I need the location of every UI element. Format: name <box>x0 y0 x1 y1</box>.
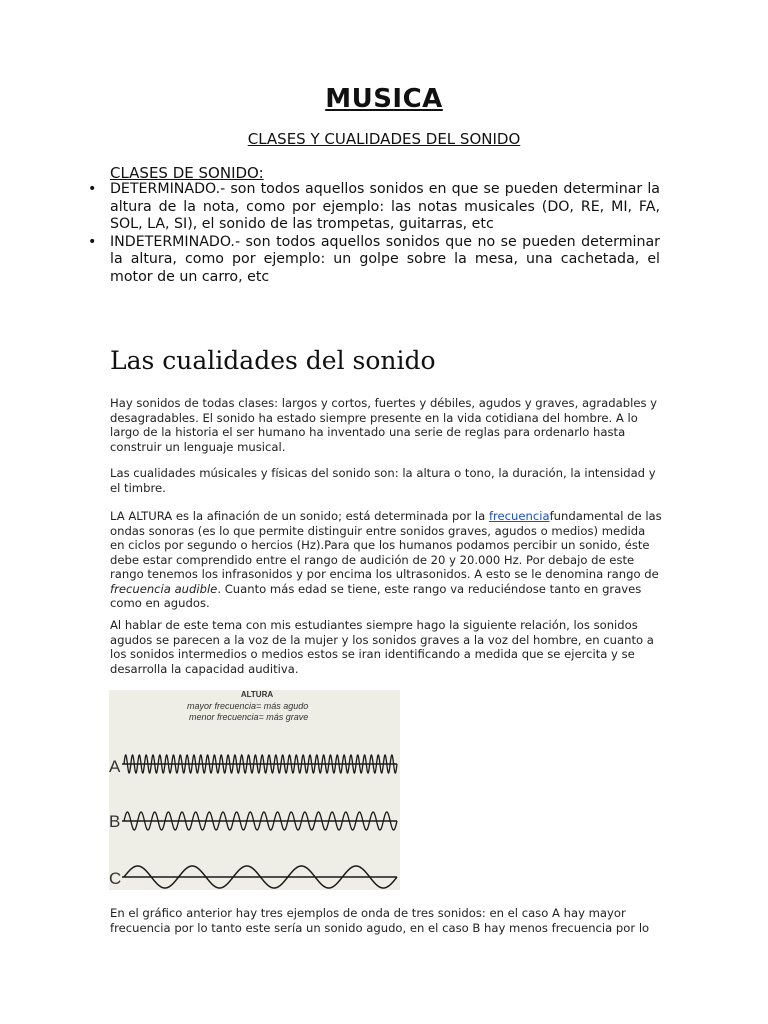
paragraph-cualidades: Las cualidades músicales y físicas del sonido son: la altura o tono, la duración, la intensidad y el timbre. <box>110 466 656 495</box>
wave-diagram <box>109 690 400 890</box>
paragraph-altura-text-2: fundamental de las ondas sonoras (es lo que permite distinguir entre sonidos graves, agudos o medios) medida en ciclos por segundo o hercios (Hz).Para que los humanos podamos percibir un sonido, éste debe estar comprendido entre el rango de audición de 20 y 20.000 Hz. Por debajo de este rango tenemos los infrasonidos y por encima los ultrasonidos. A esto se le denomina rango de <box>110 509 662 581</box>
paragraph-altura-text-1: LA ALTURA es la afinación de un sonido; está determinada por la <box>110 509 489 523</box>
figure-line-2: menor frecuencia= más grave <box>189 712 309 722</box>
wave-a <box>124 755 397 773</box>
paragraph-intro: Hay sonidos de todas clases: largos y cortos, fuertes y débiles, agudos y graves, agradables y desagradables. El sonido ha estado siempre presente en la vida cotidiana del hombre. A lo largo de la historia el ser humano ha inventado una serie de reglas para ordenarlo hasta construir un lenguaje musical. <box>110 396 658 454</box>
frecuencia-link[interactable]: frecuencia <box>488 509 550 523</box>
page-subtitle: CLASES Y CUALIDADES DEL SONIDO <box>247 130 521 148</box>
paragraph-relacion: Al hablar de este tema con mis estudiantes siempre hago la siguiente relación, los sonidos agudos se parecen a la voz de la mujer y los sonidos graves a la voz del hombre, en cuanto a los sonidos intermedios o medios estos se iran identificando a medida que se ejercita y se desarrolla la capacidad auditiva. <box>110 618 654 676</box>
paragraph-altura-text-3: . Cuanto más edad se tiene, este rango va reduciéndose tanto en graves como en agudos. <box>110 581 642 610</box>
paragraph-grafico: En el gráfico anterior hay tres ejemplos de onda de tres sonidos: en el caso A hay mayor frecuencia por lo tanto este sería un sonido agudo, en el caso B hay menos frecuencia por lo <box>110 906 650 935</box>
wave-label-c: C <box>109 869 122 888</box>
altura-figure <box>109 690 400 890</box>
bullet-text: DETERMINADO.- son todos aquellos sonidos en que se pueden determinar la altura de la nota, como por ejemplo: las notas musicales (DO, RE, MI, FA, SOL, LA, SI), el sonido de las trompetas, guitarras, etc <box>110 181 660 233</box>
bullet-list <box>88 181 660 287</box>
page-title: MUSICA <box>325 84 443 114</box>
section-heading: Las cualidades del sonido <box>110 346 436 375</box>
bullet-item-indeterminado <box>88 234 660 287</box>
paragraph-altura-italic: frecuencia audible <box>110 581 218 596</box>
wave-label-a: A <box>109 757 121 776</box>
figure-line-1: mayor frecuencia= más agudo <box>187 701 309 711</box>
bullet-text: INDETERMINADO.- son todos aquellos sonidos que no se pueden determinar la altura, como por ejemplo: un golpe sobre la mesa, una cachetada, el motor de un carro, etc <box>110 233 660 285</box>
bullet-icon: • <box>88 233 97 250</box>
wave-label-b: B <box>109 812 121 831</box>
wave-b <box>124 812 397 830</box>
clases-heading: CLASES DE SONIDO: <box>110 164 264 182</box>
bullet-icon: • <box>88 181 97 197</box>
figure-title: ALTURA <box>240 690 274 699</box>
bullet-item-determinado <box>88 181 660 234</box>
paragraph-altura <box>110 509 662 611</box>
